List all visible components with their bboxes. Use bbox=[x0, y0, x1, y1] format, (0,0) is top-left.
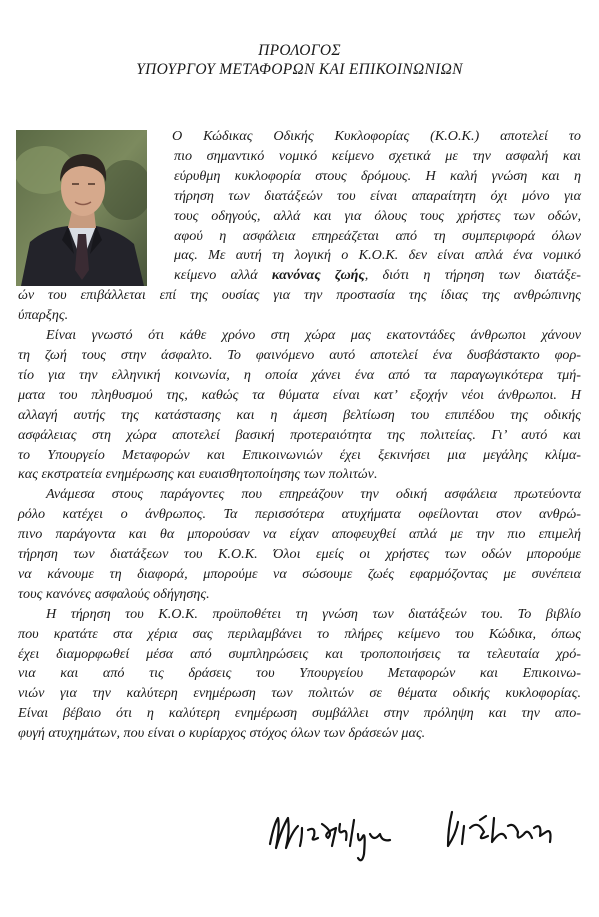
text-line: τη ζωή τους στην άσφαλτο. Το φαινόμενο αυτό αποτελεί ένα δυσβάστακτο φορ- bbox=[18, 346, 581, 363]
text-line: τήρηση των διατάξεών του είναι απαραίτητη όχι μόνο για bbox=[174, 187, 581, 204]
text-line: ρόλο κατέχει ο άνθρωπος. Τα περισσότερα ατυχήματα οφείλονται στον ανθρώ- bbox=[18, 506, 581, 523]
text-line: πινο παράγοντα και θα μπορούσαν να είχαν αποφευχθεί απλά με την πιο επιμελή bbox=[18, 526, 581, 543]
emphasis-rule-of-life: κανόνας ζωής bbox=[271, 267, 365, 284]
text-line: ών του επιβάλλεται επί της ουσίας για την προστασία της ίδιας της ανθρώπινης bbox=[18, 287, 581, 304]
text-line: μας. Με αυτή τη λογική ο Κ.Ο.Κ. δεν είναι απλά ένα νομικό bbox=[174, 247, 581, 264]
paragraph-2 bbox=[18, 326, 581, 485]
text-line: ματα του πληθυσμού της, καθώς τα θύματα είναι κατ’ εξοχήν νέοι άνθρωποι. Η bbox=[18, 386, 581, 403]
text-line: τίο για την ελληνική κοινωνία, η οποία χάνει ένα από τα παραγωγικότερα τμή- bbox=[18, 366, 581, 383]
text-line: τους οδηγούς, αλλά και για όλους τους χρήστες των οδών, bbox=[174, 207, 581, 224]
text-line: Είναι γνωστό ότι κάθε χρόνο στη χώρα μας εκατοντάδες άνθρωποι χάνουν bbox=[46, 327, 581, 344]
text-segment: , διότι η τήρηση των διατάξε- bbox=[364, 267, 581, 284]
text-line: αφού η ασφάλεια επηρεάζεται από τη συμπεριφορά όλων bbox=[174, 227, 581, 244]
paragraph-1 bbox=[18, 127, 581, 326]
text-line: το Υπουργείο Μεταφορών και Επικοινωνιών έχει ξεκινήσει μια μεγάλης κλίμα- bbox=[18, 446, 581, 463]
text-line: ασφάλειας στη χώρα αποτελεί βασική προτεραιότητα της πολιτείας. Γι’ αυτό και bbox=[18, 426, 581, 443]
text-line: Είναι βέβαιο ότι η καλύτερη ενημέρωση συμβάλλει στην πρόληψη και την απο- bbox=[18, 705, 581, 722]
page-title: ΠΡΟΛΟΓΟΣ bbox=[258, 42, 341, 59]
text-line: τους κανόνες ασφαλούς οδήγησης. bbox=[18, 585, 210, 602]
text-line: Ο Κώδικας Οδικής Κυκλοφορίας (Κ.Ο.Κ.) αποτελεί το bbox=[172, 128, 581, 144]
text-line: εύρυθμη κυκλοφορία στους δρόμους. Η καλή γνώση και η bbox=[174, 167, 581, 184]
text-line: νια και από τις δράσεις του Υπουργείου Μεταφορών και Επικοινω- bbox=[18, 665, 581, 682]
text-line: έχει διαμορφωθεί μέσα από συμπληρώσεις και τροποποιήσεις τα τελευταία χρό- bbox=[18, 645, 581, 662]
handwritten-signature bbox=[262, 798, 582, 878]
text-line: Η τήρηση του Κ.Ο.Κ. προϋποθέτει τη γνώση των διατάξεών του. Το βιβλίο bbox=[46, 605, 581, 622]
text-line: πιο σημαντικό νομικό κείμενο σχετικά με την ασφαλή και bbox=[174, 147, 581, 164]
text-line: Ανάμεσα στους παράγοντες που επηρεάζουν την οδική ασφάλεια πρωτεύοντα bbox=[46, 486, 581, 503]
text-line: φυγή ατυχημάτων, που είναι ο κυρίαρχος στόχος όλων των δράσεών μας. bbox=[18, 725, 426, 742]
text-line: τήρηση των διατάξεων του Κ.Ο.Κ. Όλοι εμείς οι χρήστες των οδών μπορούμε bbox=[18, 546, 581, 563]
text-line: αλλαγή αυτής της κατάστασης και η άμεση βελτίωση του επιπέδου της οδικής bbox=[18, 406, 581, 423]
text-line: νιών για την καλύτερη ενημέρωση των πολιτών σε θέματα οδικής κυκλοφορίας. bbox=[18, 685, 581, 702]
paragraph-3 bbox=[18, 485, 581, 604]
text-line: ύπαρξης. bbox=[18, 307, 69, 324]
text-segment: κείμενο αλλά bbox=[174, 267, 258, 284]
text-line-with-emphasis bbox=[18, 266, 581, 286]
text-line: να κάνουμε τη διαφορά, μπορούμε να σώσουμε ζωές εφαρμόζοντας με συνέπεια bbox=[18, 565, 581, 582]
text-line: που κρατάτε στα χέρια σας περιλαμβάνει το πλήρες κείμενο του Κώδικα, όπως bbox=[18, 625, 581, 642]
page-subtitle: ΥΠΟΥΡΓΟΥ ΜΕΤΑΦΟΡΩΝ ΚΑΙ ΕΠΙΚΟΙΝΩΝΙΩΝ bbox=[136, 61, 463, 78]
text-line: κας εκστρατεία ενημέρωσης και ευαισθητοποίησης των πολιτών. bbox=[18, 466, 378, 483]
paragraph-4 bbox=[18, 605, 581, 744]
preface-body bbox=[18, 127, 581, 744]
